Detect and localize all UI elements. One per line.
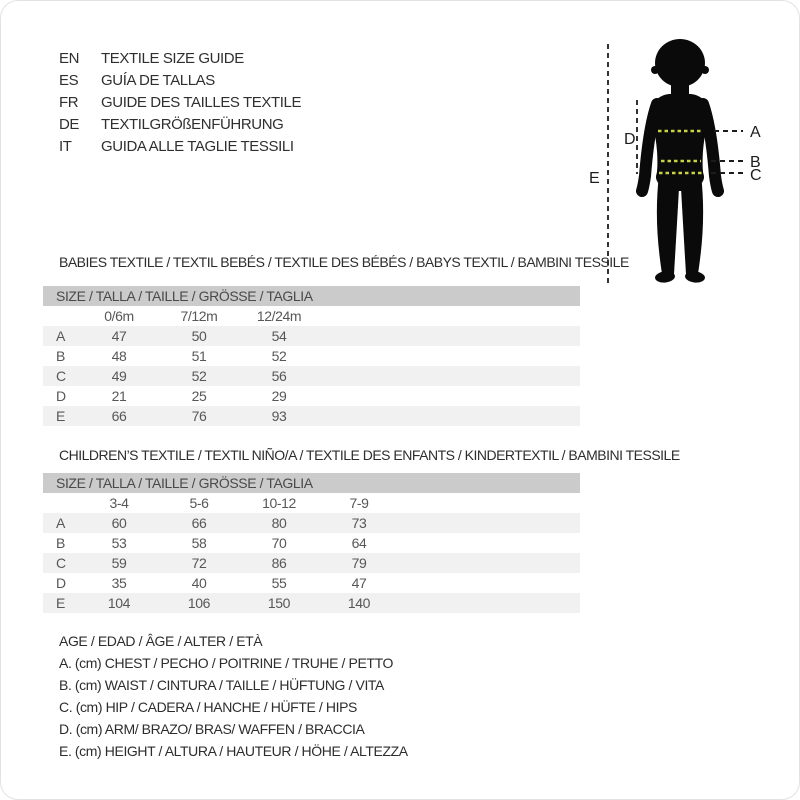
size-value: 140 (347, 595, 371, 611)
size-column-header: 7/12m (180, 308, 218, 324)
size-value: 51 (191, 348, 207, 364)
legend-line: AGE / EDAD / ÂGE / ALTER / ETÀ (59, 633, 263, 649)
child-silhouette (642, 39, 718, 284)
measure-row-label: A (56, 515, 65, 531)
row-label-spacer (43, 306, 79, 326)
table-row (43, 553, 580, 573)
legend-line: C. (cm) HIP / CADERA / HANCHE / HÜFTE / HIPS (59, 699, 357, 715)
measure-row-label: B (56, 535, 65, 551)
legend (59, 630, 408, 762)
measure-row-label: D (56, 575, 66, 591)
table-row (43, 366, 580, 386)
table-row (43, 513, 580, 533)
size-value: 150 (267, 595, 291, 611)
language-row (59, 70, 301, 92)
size-value: 104 (107, 595, 131, 611)
label-hip: C (750, 167, 762, 184)
size-value: 86 (271, 555, 287, 571)
measure-row-label: A (56, 328, 65, 344)
size-value: 106 (187, 595, 211, 611)
language-guide-title: GUIDE DES TAILLES TEXTILE (101, 94, 302, 111)
language-code: FR (59, 94, 79, 111)
children-table-title: CHILDREN’S TEXTILE / TEXTIL NIÑO/A / TEXTILE DES ENFANTS / KINDERTEXTIL / BAMBINI TESSILE (59, 447, 680, 463)
size-value: 48 (111, 348, 127, 364)
language-code: EN (59, 50, 80, 67)
measure-row-label: C (56, 555, 66, 571)
children-size-table (43, 473, 580, 613)
size-value: 72 (191, 555, 207, 571)
size-value: 58 (191, 535, 207, 551)
size-value: 25 (191, 388, 207, 404)
size-column-header: 5-6 (189, 495, 209, 511)
label-waist: B (750, 154, 761, 171)
table-row (43, 406, 580, 426)
size-value: 56 (271, 368, 287, 384)
legend-line: B. (cm) WAIST / CINTURA / TAILLE / HÜFTUNG / VITA (59, 677, 384, 693)
size-value: 54 (271, 328, 287, 344)
size-value: 79 (351, 555, 367, 571)
size-value: 76 (191, 408, 207, 424)
language-guide-title: TEXTILE SIZE GUIDE (101, 50, 244, 67)
size-value: 21 (111, 388, 127, 404)
size-value: 47 (351, 575, 367, 591)
language-row (59, 136, 301, 158)
size-value: 50 (191, 328, 207, 344)
babies-size-table (43, 286, 580, 426)
size-value: 70 (271, 535, 287, 551)
language-code: IT (59, 138, 72, 155)
size-value: 29 (271, 388, 287, 404)
size-columns-row (43, 493, 580, 513)
size-column-header: 10-12 (262, 495, 296, 511)
language-guide-title: GUIDA ALLE TAGLIE TESSILI (101, 138, 294, 155)
measure-row-label: E (56, 595, 65, 611)
measure-row-label: D (56, 388, 66, 404)
size-column-header: 0/6m (104, 308, 134, 324)
language-row (59, 48, 301, 70)
size-value: 66 (111, 408, 127, 424)
size-column-header: 12/24m (256, 308, 302, 324)
size-column-header: 3-4 (109, 495, 129, 511)
size-value: 53 (111, 535, 127, 551)
language-guide-title: GUÍA DE TALLAS (101, 72, 215, 89)
babies-table-title: BABIES TEXTILE / TEXTIL BEBÉS / TEXTILE DES BÉBÉS / BABYS TEXTIL / BAMBINI TESSILE (59, 254, 629, 270)
size-value: 66 (191, 515, 207, 531)
table-row (43, 593, 580, 613)
label-chest: A (750, 124, 761, 141)
size-value: 47 (111, 328, 127, 344)
size-column-header: 7-9 (349, 495, 369, 511)
legend-line: D. (cm) ARM/ BRAZO/ BRAS/ WAFFEN / BRACCIA (59, 721, 365, 737)
size-value: 35 (111, 575, 127, 591)
table-row (43, 346, 580, 366)
table-row (43, 533, 580, 553)
language-row (59, 92, 301, 114)
size-value: 59 (111, 555, 127, 571)
label-height: E (589, 170, 600, 187)
measure-row-label: B (56, 348, 65, 364)
size-value: 52 (271, 348, 287, 364)
size-header-bar: SIZE / TALLA / TAILLE / GRÖSSE / TAGLIA (43, 473, 580, 493)
size-value: 52 (191, 368, 207, 384)
size-value: 40 (191, 575, 207, 591)
legend-line: A. (cm) CHEST / PECHO / POITRINE / TRUHE / PETTO (59, 655, 393, 671)
size-value: 55 (271, 575, 287, 591)
language-list (59, 48, 301, 158)
measure-row-label: E (56, 408, 65, 424)
size-value: 64 (351, 535, 367, 551)
label-arm: D (624, 131, 636, 148)
language-row (59, 114, 301, 136)
size-value: 60 (111, 515, 127, 531)
language-guide-title: TEXTILGRÖßENFÜHRUNG (101, 116, 284, 133)
legend-line: E. (cm) HEIGHT / ALTURA / HAUTEUR / HÖHE / ALTEZZA (59, 743, 408, 759)
size-columns-row (43, 306, 580, 326)
size-value: 49 (111, 368, 127, 384)
size-value: 93 (271, 408, 287, 424)
language-code: ES (59, 72, 79, 89)
language-code: DE (59, 116, 80, 133)
size-header-bar: SIZE / TALLA / TAILLE / GRÖSSE / TAGLIA (43, 286, 580, 306)
row-label-spacer (43, 493, 79, 513)
table-row (43, 326, 580, 346)
measure-row-label: C (56, 368, 66, 384)
size-value: 80 (271, 515, 287, 531)
table-row (43, 573, 580, 593)
table-row (43, 386, 580, 406)
size-value: 73 (351, 515, 367, 531)
